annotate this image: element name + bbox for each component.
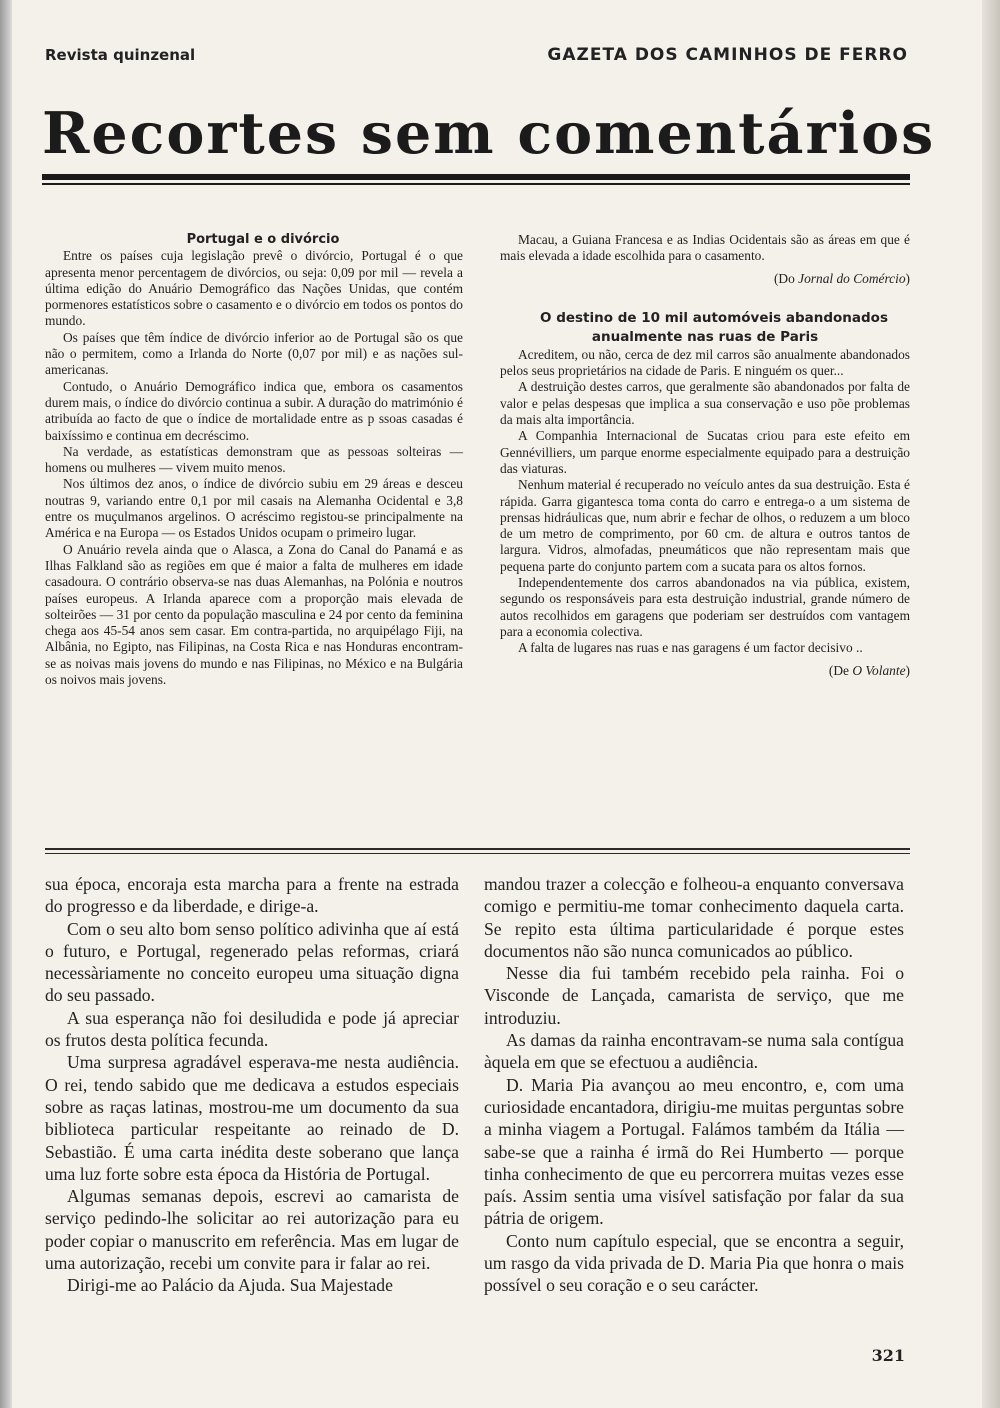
magazine-frequency: Revista quinzenal bbox=[45, 46, 196, 64]
article-title: O destino de 10 mil automóveis abandonados anualmente nas ruas de Paris bbox=[540, 309, 888, 345]
paragraph: A destruição destes carros, que geralmente são abandonados por falta de valor e pelas despesas que implica a sua conservação e uso põe problemas da mais alta importância. bbox=[500, 379, 910, 428]
paragraph: Na verdade, as estatísticas demonstram que as pessoas solteiras — homens ou mulheres — vivem muito menos. bbox=[45, 443, 463, 476]
paragraph: Nenhum material é recuperado no veículo antes da sua destruição. Esta é rápida. Garra gigantesca toma conta do carro e entrega-o a um sistema de prensas hidráulicas que, num abrir e fechar de olhos, o reduzem a um bloco de um metro de comprimento, por 60 cm. de altura e outros tantos de largura. Vidros, almofadas, pneumáticos que não representam mais que pequena parte do conjunto partem com a sucata para os altos fornos. bbox=[500, 477, 910, 574]
source-credit bbox=[500, 271, 910, 287]
bottom-right-column bbox=[484, 873, 904, 1297]
source-credit bbox=[500, 663, 910, 679]
paragraph: Contudo, o Anuário Demográfico indica que, embora os casamentos durem mais, o índice do divórcio continua a subir. A duração do matrimónio é atribuída ao facto de que o índice de mortalidade entre as p ssoas casadas é baixíssimo e continua em decréscimo. bbox=[45, 378, 463, 443]
paragraph: Uma surpresa agradável esperava-me nesta audiência. O rei, tendo sabido que me dedicava a estudos especiais sobre as raças latinas, mostrou-me um documento da sua biblioteca particular respeitante ao reinado de D. Sebastião. É uma carta inédita deste soberano que lança uma luz forte sobre esta época da História de Portugal. bbox=[45, 1052, 459, 1184]
right-top-column bbox=[500, 232, 910, 679]
paragraph: Os países que têm índice de divórcio inferior ao de Portugal são os que não o permitem, como a Irlanda do Norte (0,07 por mil) e as nações sul-americanas. bbox=[45, 329, 463, 378]
source-suffix: ) bbox=[905, 662, 910, 678]
paragraph: Acreditem, ou não, cerca de dez mil carros são anualmente abandonados pelos seus proprietários na cidade de Paris. E ninguém os quer... bbox=[500, 346, 910, 379]
paragraph: D. Maria Pia avançou ao meu encontro, e, com uma curiosidade encantadora, dirigiu-me muitas perguntas sobre a minha viagem a Portugal. Falámos também da Itália — sabe-se que a rainha é irmã do Rei Humberto — porque tinha conhecimento de que eu percorrera muitas vezes esse país. Assim sentia uma visível satisfação por falar da sua pátria de origem. bbox=[484, 1074, 904, 1229]
paragraph: Independentemente dos carros abandonados na via pública, existem, segundo os responsáveis para esta destruição industrial, grande número de autos recolhidos em garagens que poderiam ser destruídos com vantagem para a economia colectiva. bbox=[500, 575, 910, 639]
bottom-left-column bbox=[45, 873, 459, 1297]
paragraph: Dirigi-me ao Palácio da Ajuda. Sua Majestade bbox=[67, 1275, 393, 1296]
section-divider bbox=[45, 848, 910, 850]
paragraph: Algumas semanas depois, escrevi ao camarista de serviço pedindo-lhe solicitar ao rei autorização para eu poder copiar o manuscrito em referência. Mas em lugar de uma autorização, recebi um convite para ir falar ao rei. bbox=[45, 1186, 459, 1274]
running-header bbox=[45, 40, 908, 70]
paragraph: As damas da rainha encontravam-se numa sala contígua àquela em que se efectuou a audiência. bbox=[484, 1030, 904, 1073]
paragraph: Nesse dia fui também recebido pela rainha. Foi o Visconde de Lançada, camarista de serviço, que me introduziu. bbox=[484, 963, 904, 1028]
source-publication: Jornal do Comércio bbox=[798, 270, 906, 286]
paragraph: Com o seu alto bom senso político adivinha que aí está o futuro, e Portugal, regenerado pelas reformas, criará necessàriamente no conceito europeu uma situação digna do seu passado. bbox=[45, 918, 459, 1006]
paragraph: A Companhia Internacional de Sucatas criou para este efeito em Gennévilliers, um parque enorme especialmente equipado para a destruição das viaturas. bbox=[500, 428, 910, 476]
title-rule-thin bbox=[42, 183, 910, 185]
source-suffix: ) bbox=[905, 270, 910, 286]
page-title: Recortes sem comentários bbox=[42, 100, 936, 167]
article-title: Portugal e o divórcio bbox=[186, 232, 340, 247]
section-divider-thin bbox=[45, 853, 910, 854]
paragraph: Conto num capítulo especial, que se encontra a seguir, um rasgo da vida privada de D. Maria Pia que honra o mais possível o seu coração e o seu carácter. bbox=[484, 1230, 904, 1296]
page-number: 321 bbox=[871, 1346, 905, 1365]
source-prefix: (De bbox=[828, 662, 853, 678]
paragraph-continuation: Macau, a Guiana Francesa e as Indias Ocidentais são as áreas em que é mais elevada a idade escolhida para o casamento. bbox=[500, 232, 910, 264]
paragraph: A falta de lugares nas ruas e nas garagens é um factor decisivo .. bbox=[518, 640, 863, 656]
article-divorce bbox=[45, 232, 463, 688]
paragraph: sua época, encoraja esta marcha para a frente na estrada do progresso e da liberdade, e dirige-a. bbox=[45, 874, 459, 917]
paragraph: A sua esperança não foi desiludida e pode já apreciar os frutos desta política fecunda. bbox=[45, 1007, 459, 1051]
title-rule-thick bbox=[42, 174, 910, 180]
paragraph: Entre os países cuja legislação prevê o divórcio, Portugal é o que apresenta menor percentagem de divórcios, ou seja: 0,09 por mil — revela a última edição do Anuário Demográfico das Nações Unidas, que contém pormenores estatísticos sobre o casamento e o divórcio em todos os pontos do mundo. bbox=[45, 248, 464, 329]
journal-name: GAZETA DOS CAMINHOS DE FERRO bbox=[547, 45, 908, 65]
paragraph: mandou trazer a colecção e folheou-a enquanto conversava comigo e permitiu-me tomar conhecimento daquela carta. Se repito esta última particularidade é porque estes documentos não são nunca comunicados ao público. bbox=[484, 874, 904, 961]
source-publication: O Volante bbox=[852, 662, 906, 678]
paragraph: O Anuário revela ainda que o Alasca, a Zona do Canal do Panamá e as Ilhas Falkland são as regiões em que é maior a falta de mulheres em idade casadoura. O contrário observa-se nas duas Alemanhas, na Polónia e noutros países europeus. A Irlanda aparece com a proporção mais elevada de solteirões — 31 por cento da população masculina e 24 por cento da feminina chega aos 45-54 anos sem casar. Em contra-partida, no arquipélago Fiji, na Albânia, no Egipto, nas Filipinas, na Costa Rica e nas Honduras encontram-se as noivas mais jovens do mundo e nas Filipinas, no México e na Bulgária os noivos mais jovens. bbox=[45, 541, 463, 688]
paragraph: Nos últimos dez anos, o índice de divórcio subiu em 29 áreas e desceu noutras 9, variando entre 0,1 por mil casais na Alemanha Ocidental e 3,8 entre os muçulmanos argelinos. O acréscimo registou-se principalmente na América e na Europa — os Estados Unidos ocupam o primeiro lugar. bbox=[45, 476, 463, 541]
source-prefix: (Do bbox=[773, 270, 799, 286]
